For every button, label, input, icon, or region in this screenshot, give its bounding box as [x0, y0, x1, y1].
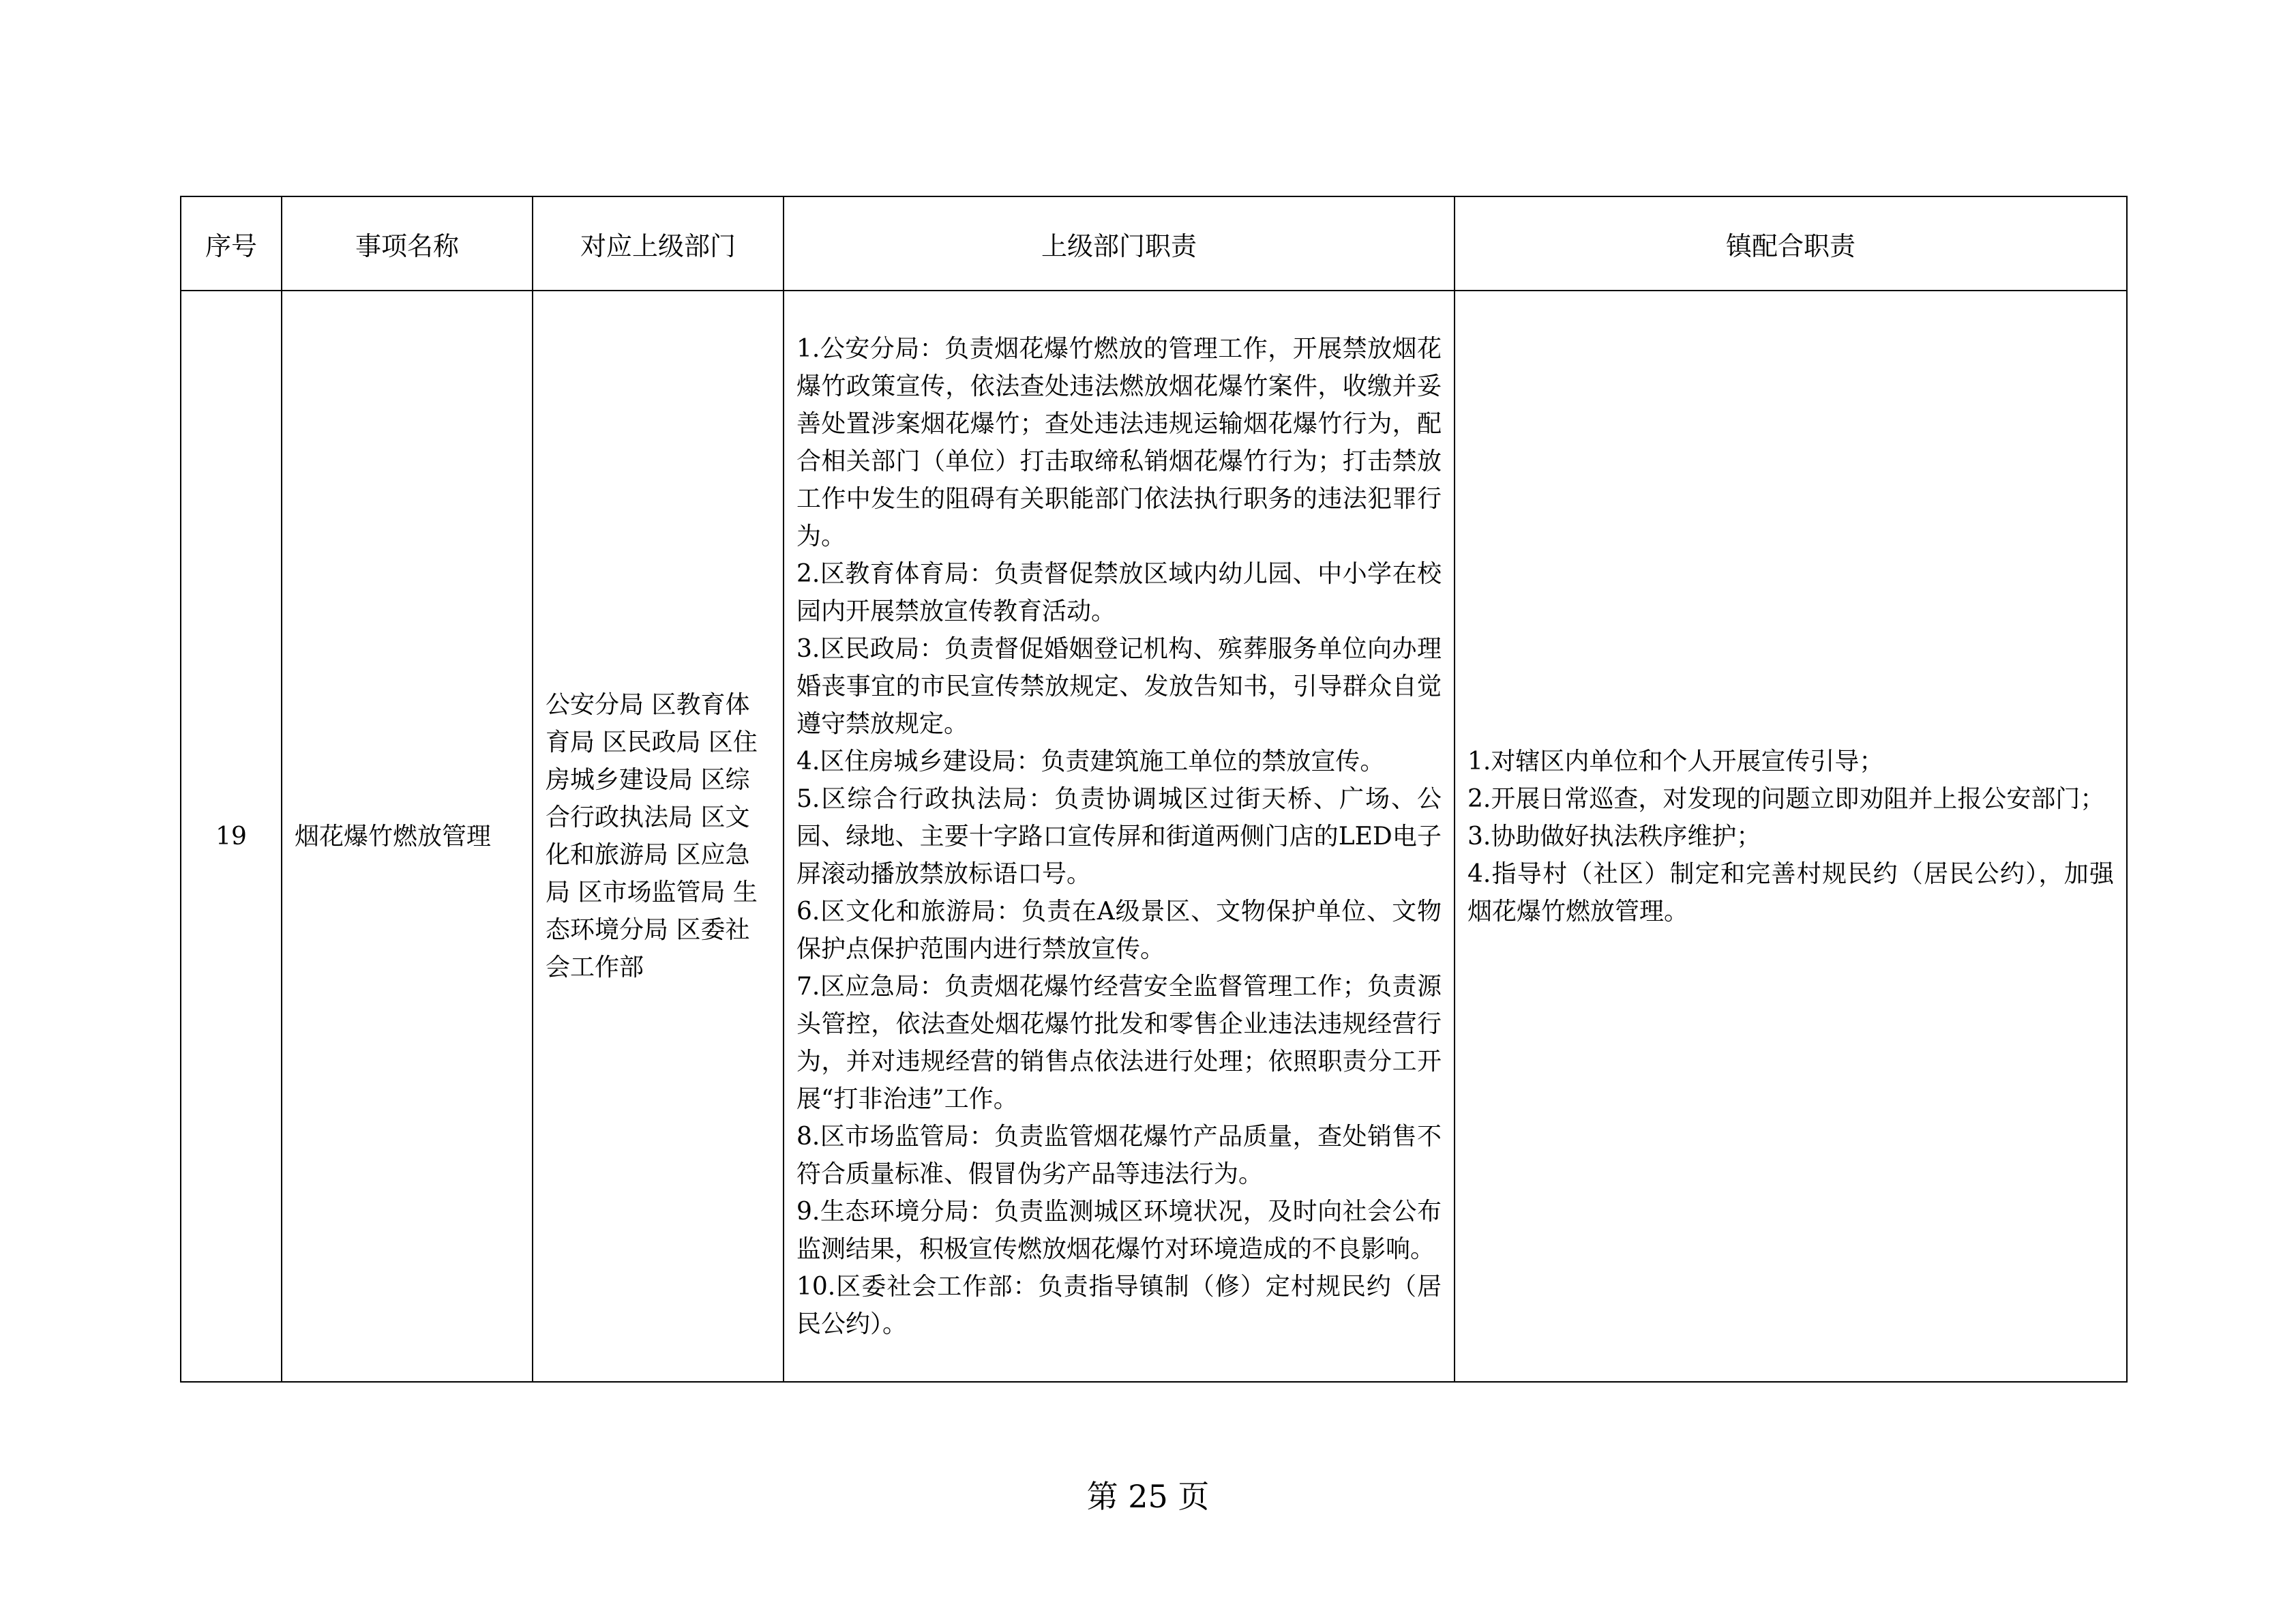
upper-duty-item: 7.区应急局：负责烟花爆竹经营安全监督管理工作；负责源头管控，依法查处烟花爆竹批发和零售企业违法违规经营行为，并对违规经营的销售点依法进行处理；依照职责分工开展“打非治违”工作。: [796, 972, 1442, 1113]
upper-duty-item: 9.生态环境分局：负责监测城区环境状况，及时向社会公布监测结果，积极宣传燃放烟花爆竹对环境造成的不良影响。: [796, 1197, 1442, 1263]
cell-departments: 公安分局 区教育体育局 区民政局 区住房城乡建设局 区综合行政执法局 区文化和旅游局 区应急局 区市场监管局 生态环境分局 区委社会工作部: [533, 291, 784, 1382]
duty-table: [180, 196, 2128, 1383]
page-number: 第 25 页: [1086, 1478, 1210, 1515]
town-duty-item: 2.开展日常巡查，对发现的问题立即劝阻并上报公安部门；: [1467, 784, 2105, 813]
header-upper-duties: 上级部门职责: [784, 196, 1455, 291]
upper-duty-item: 6.区文化和旅游局：负责在A级景区、文物保护单位、文物保护点保护范围内进行禁放宣传。: [796, 897, 1442, 963]
table-header: [181, 196, 2127, 291]
town-duty-item: 4.指导村（社区）制定和完善村规民约（居民公约），加强烟花爆竹燃放管理。: [1467, 859, 2114, 926]
header-seq: 序号: [181, 196, 282, 291]
header-upper-department: 对应上级部门: [533, 196, 784, 291]
header-town-duties: 镇配合职责: [1455, 196, 2127, 291]
upper-duty-item: 4.区住房城乡建设局：负责建筑施工单位的禁放宣传。: [796, 747, 1385, 776]
cell-seq: 19: [181, 291, 282, 1382]
header-row: [181, 196, 2127, 291]
upper-duty-item: 3.区民政局：负责督促婚姻登记机构、殡葬服务单位向办理婚丧事宜的市民宣传禁放规定、发放告知书，引导群众自觉遵守禁放规定。: [796, 634, 1442, 738]
upper-duty-item: 2.区教育体育局：负责督促禁放区域内幼儿园、中小学在校园内开展禁放宣传教育活动。: [796, 559, 1442, 625]
upper-duty-item: 8.区市场监管局：负责监管烟花爆竹产品质量，查处销售不符合质量标准、假冒伪劣产品等违法行为。: [796, 1122, 1442, 1188]
cell-upper-duties: [784, 291, 1455, 1382]
upper-duty-item: 10.区委社会工作部：负责指导镇制（修）定村规民约（居民公约）。: [796, 1272, 1442, 1338]
upper-duty-item: 1.公安分局：负责烟花爆竹燃放的管理工作，开展禁放烟花爆竹政策宣传，依法查处违法燃放烟花爆竹案件，收缴并妥善处置涉案烟花爆竹；查处违法违规运输烟花爆竹行为，配合相关部门（单位）打击取缔私销烟花爆竹行为；打击禁放工作中发生的阻碍有关职能部门依法执行职务的违法犯罪行为。: [796, 334, 1442, 550]
upper-duty-item: 5.区综合行政执法局：负责协调城区过街天桥、广场、公园、绿地、主要十字路口宣传屏和街道两侧门店的LED电子屏滚动播放禁放标语口号。: [796, 784, 1442, 888]
header-item-name: 事项名称: [282, 196, 533, 291]
town-duty-item: 3.协助做好执法秩序维护；: [1467, 822, 1761, 851]
cell-item-name: 烟花爆竹燃放管理: [282, 291, 533, 1382]
table-row: [181, 291, 2127, 1382]
town-duty-item: 1.对辖区内单位和个人开展宣传引导；: [1467, 747, 1884, 776]
table-body: [181, 291, 2127, 1382]
cell-town-duties: [1455, 291, 2127, 1382]
